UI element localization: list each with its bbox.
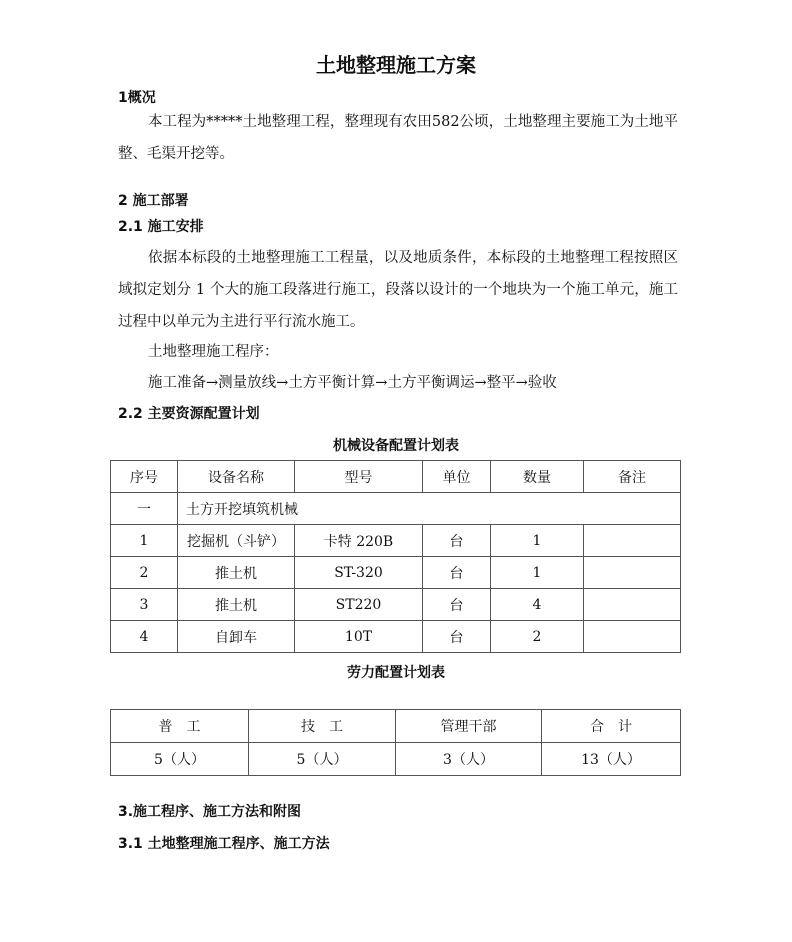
header-cell: 单位 — [423, 461, 491, 493]
section-2-1-paragraph: 依据本标段的土地整理施工工程量，以及地质条件，本标段的土地整理工程按照区域拟定划分 1 个大的施工段落进行施工，段落以设计的一个地块为一个施工单元，施工过程中以单元为主进行平行流水施工。 — [118, 250, 678, 330]
section-2-heading: 2 施工部署 — [118, 193, 189, 209]
header-cell: 管理干部 — [396, 710, 542, 743]
table-cell — [584, 621, 681, 653]
header-cell: 序号 — [111, 461, 178, 493]
header-cell: 数量 — [491, 461, 584, 493]
table-cell: 1 — [491, 525, 584, 557]
equipment-table-header-row — [111, 461, 681, 493]
section-1-paragraph: 本工程为*****土地整理工程，整理现有农田582公顷，土地整理主要施工为土地平整、毛渠开挖等。 — [118, 114, 678, 162]
table-cell: 4 — [491, 589, 584, 621]
procedure-label: 土地整理施工程序： — [148, 344, 279, 360]
table-cell: 卡特 220B — [295, 525, 423, 557]
table-cell: ST220 — [295, 589, 423, 621]
equipment-group-row — [111, 493, 681, 525]
table-cell: 5（人） — [249, 743, 396, 776]
table-cell: 3 — [111, 589, 178, 621]
table-cell: ST-320 — [295, 557, 423, 589]
table-cell: 1 — [111, 525, 178, 557]
table-cell: 推土机 — [178, 557, 295, 589]
table-cell: 4 — [111, 621, 178, 653]
group-label-cell: 土方开挖填筑机械 — [178, 493, 681, 525]
document-title: 土地整理施工方案 — [316, 53, 476, 77]
header-cell: 普 工 — [111, 710, 249, 743]
table-row — [111, 525, 681, 557]
section-1-heading: 1概况 — [118, 90, 156, 106]
labor-table-caption: 劳力配置计划表 — [347, 665, 445, 681]
labor-table — [110, 709, 681, 776]
procedure-flow: 施工准备→测量放线→土方平衡计算→土方平衡调运→整平→验收 — [148, 375, 557, 391]
equipment-table-caption: 机械设备配置计划表 — [333, 438, 459, 454]
table-cell: 2 — [491, 621, 584, 653]
table-cell: 台 — [423, 621, 491, 653]
section-2-2-heading: 2.2 主要资源配置计划 — [118, 406, 260, 422]
table-row — [111, 557, 681, 589]
table-cell — [584, 589, 681, 621]
section-3-1-heading: 3.1 土地整理施工程序、施工方法 — [118, 836, 330, 852]
table-cell: 5（人） — [111, 743, 249, 776]
table-row — [111, 621, 681, 653]
header-cell: 备注 — [584, 461, 681, 493]
table-cell: 台 — [423, 589, 491, 621]
header-cell: 合 计 — [542, 710, 681, 743]
table-cell: 推土机 — [178, 589, 295, 621]
section-3-heading: 3.施工程序、施工方法和附图 — [118, 804, 302, 820]
table-cell — [584, 557, 681, 589]
labor-table-header-row — [111, 710, 681, 743]
header-cell: 设备名称 — [178, 461, 295, 493]
table-cell: 台 — [423, 525, 491, 557]
header-cell: 型号 — [295, 461, 423, 493]
table-cell: 10T — [295, 621, 423, 653]
table-row — [111, 589, 681, 621]
table-cell — [584, 525, 681, 557]
table-cell: 自卸车 — [178, 621, 295, 653]
table-cell: 挖掘机（斗铲） — [178, 525, 295, 557]
table-cell: 台 — [423, 557, 491, 589]
table-cell: 1 — [491, 557, 584, 589]
group-number-cell: 一 — [111, 493, 178, 525]
table-cell: 2 — [111, 557, 178, 589]
equipment-table — [110, 460, 681, 653]
header-cell: 技 工 — [249, 710, 396, 743]
table-cell: 13（人） — [542, 743, 681, 776]
section-2-1-heading: 2.1 施工安排 — [118, 219, 204, 235]
table-cell: 3（人） — [396, 743, 542, 776]
table-row — [111, 743, 681, 776]
